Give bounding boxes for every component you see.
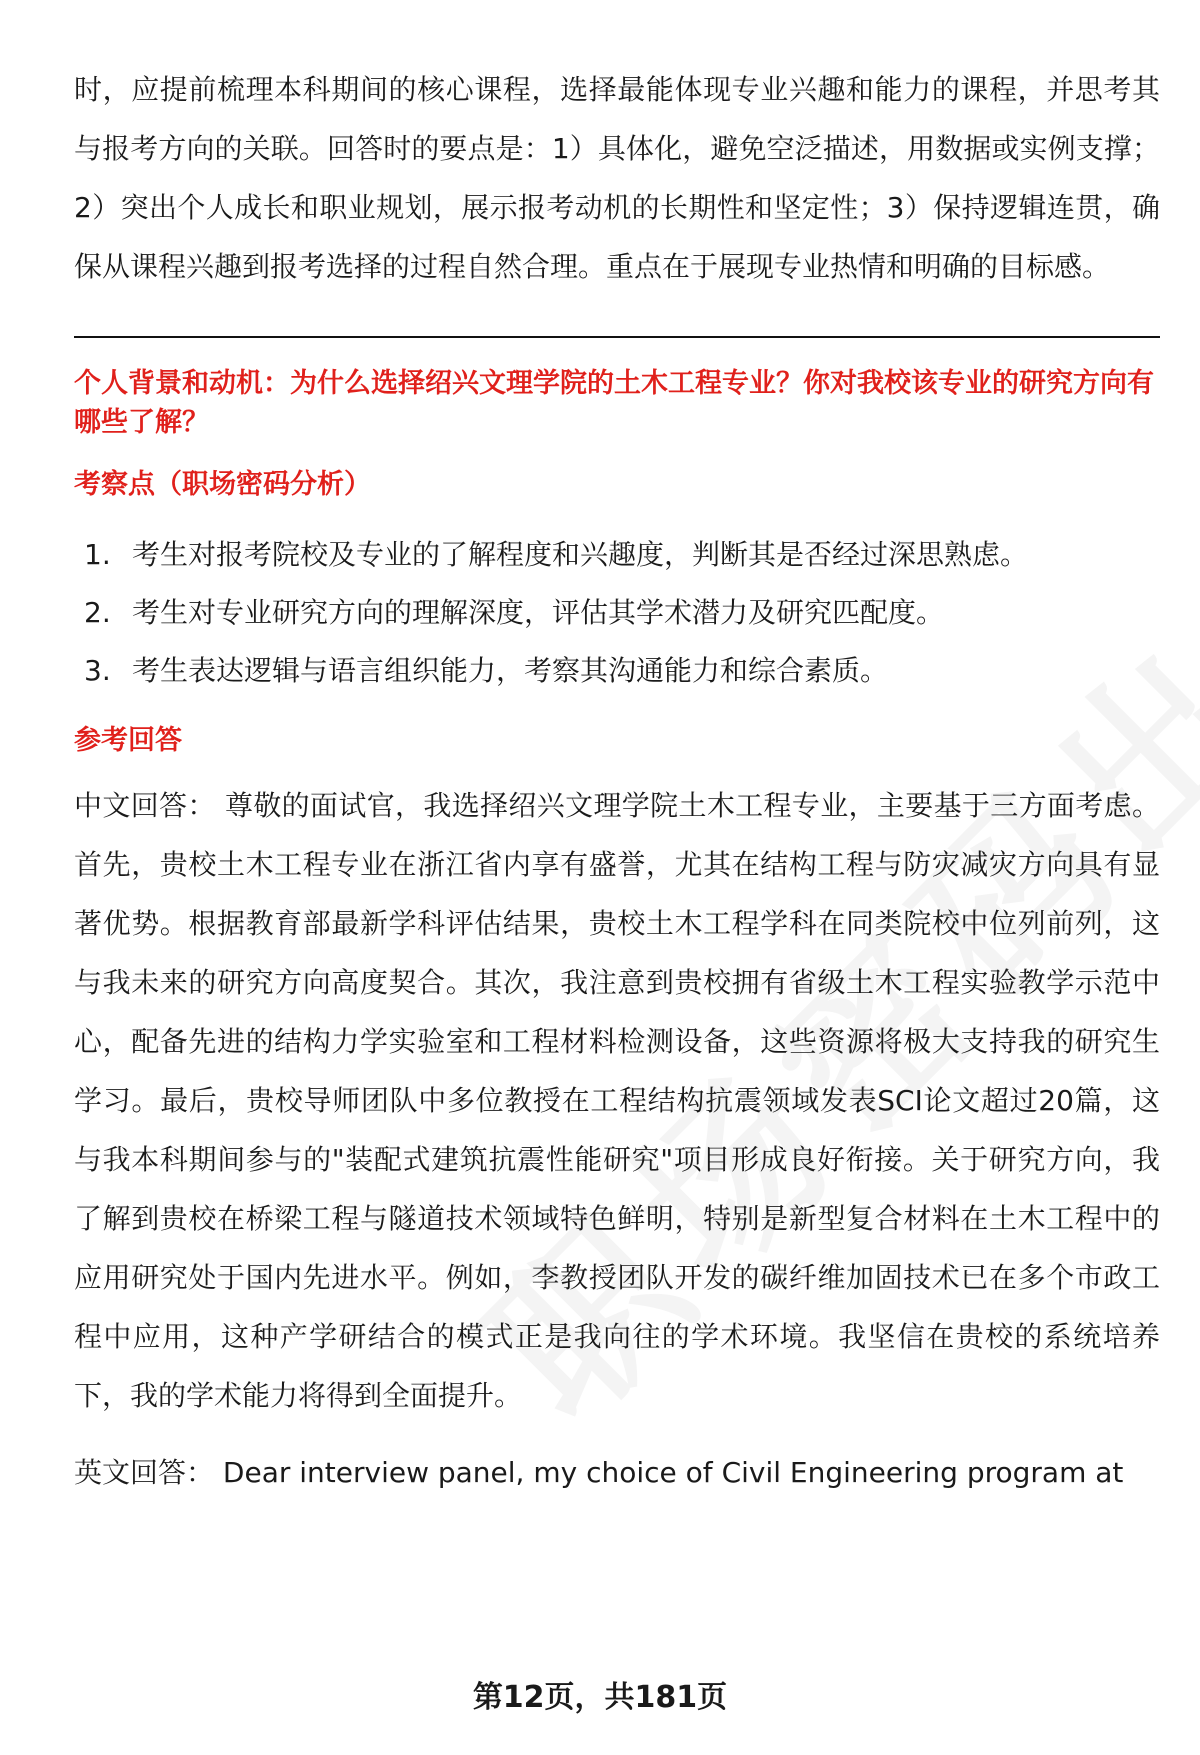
list-item-text: 考生对报考院校及专业的了解程度和兴趣度，判断其是否经过深思熟虑。 xyxy=(132,538,1029,571)
document-page xyxy=(74,60,1160,1502)
list-item xyxy=(74,584,1160,642)
page-number: 第12页，共181页 xyxy=(472,1680,728,1715)
assessment-title: 考察点（职场密码分析） xyxy=(74,469,371,500)
intro-paragraph: 时，应提前梳理本科期间的核心课程，选择最能体现专业兴趣和能力的课程，并思考其与报考方向的关联。回答时的要点是：1）具体化，避免空泛描述，用数据或实例支撑；2）突出个人成长和职业规划，展示报考动机的长期性和坚定性；3）保持逻辑连贯，确保从课程兴趣到报考选择的过程自然合理。重点在于展现专业热情和明确的目标感。 xyxy=(74,73,1160,283)
chinese-answer: 中文回答： 尊敬的面试官，我选择绍兴文理学院土木工程专业，主要基于三方面考虑。首先，贵校土木工程专业在浙江省内享有盛誉，尤其在结构工程与防灾减灾方向具有显著优势。根据教育部最新学科评估结果，贵校土木工程学科在同类院校中位列前列，这与我未来的研究方向高度契合。其次，我注意到贵校拥有省级土木工程实验教学示范中心，配备先进的结构力学实验室和工程材料检测设备，这些资源将极大支持我的研究生学习。最后，贵校导师团队中多位教授在工程结构抗震领域发表SCI论文超过20篇，这与我本科期间参与的"装配式建筑抗震性能研究"项目形成良好衔接。关于研究方向，我了解到贵校在桥梁工程与隧道技术领域特色鲜明，特别是新型复合材料在土木工程中的应用研究处于国内先进水平。例如，李教授团队开发的碳纤维加固技术已在多个市政工程中应用，这种产学研结合的模式正是我向往的学术环境。我坚信在贵校的系统培养下，我的学术能力将得到全面提升。 xyxy=(74,789,1160,1412)
list-item-text: 考生表达逻辑与语言组织能力，考察其沟通能力和综合素质。 xyxy=(132,654,889,687)
list-item-number: 2. xyxy=(84,596,111,629)
english-answer: 英文回答： Dear interview panel, my choice of Civil Engineering program at xyxy=(74,1456,1124,1489)
answer-title: 参考回答 xyxy=(74,725,182,756)
list-item xyxy=(74,526,1160,584)
list-item-text: 考生对专业研究方向的理解深度，评估其学术潜力及研究匹配度。 xyxy=(132,596,945,629)
assessment-list xyxy=(74,526,1160,700)
question-heading: 个人背景和动机：为什么选择绍兴文理学院的土木工程专业？你对我校该专业的研究方向有哪些了解？ xyxy=(74,368,1154,438)
list-item-number: 1. xyxy=(84,538,111,571)
list-item-number: 3. xyxy=(84,654,111,687)
list-item xyxy=(74,642,1160,700)
section-divider xyxy=(74,336,1160,338)
